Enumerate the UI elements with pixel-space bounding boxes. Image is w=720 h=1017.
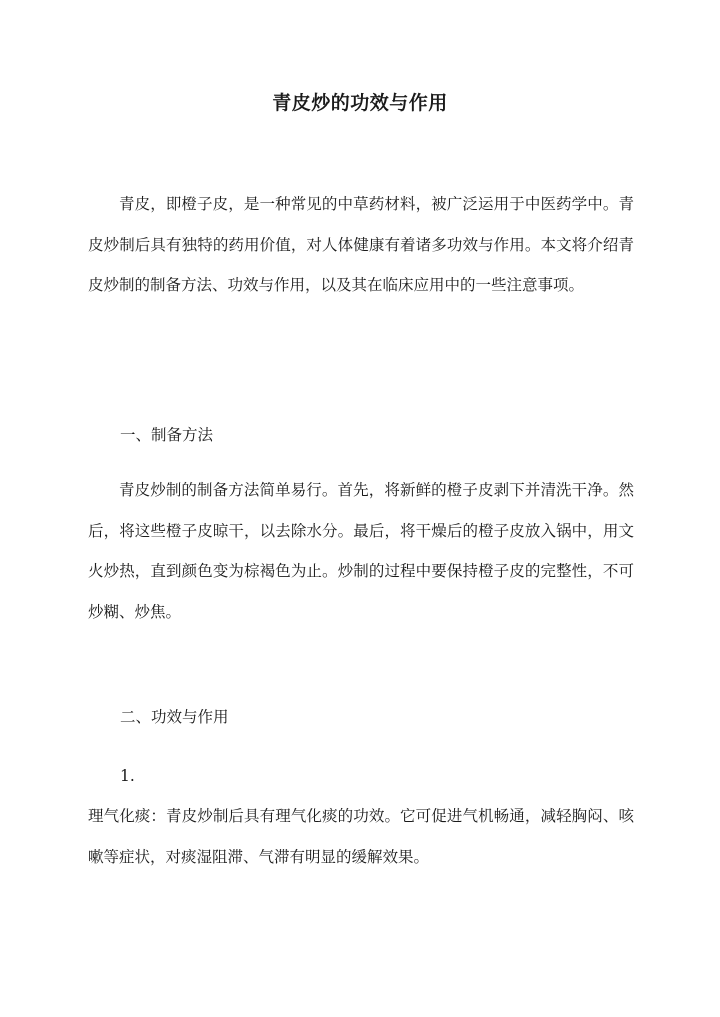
section-heading-preparation: 一、制备方法	[120, 426, 214, 444]
document-title: 青皮炒的功效与作用	[272, 92, 448, 114]
section-heading-effects: 二、功效与作用	[120, 708, 229, 726]
preparation-paragraph: 青皮炒制的制备方法简单易行。首先，将新鲜的橙子皮剥下并清洗干净。然后，将这些橙子皮晾干，以去除水分。最后，将干燥后的橙子皮放入锅中，用文火炒热，直到颜色变为棕褐色为止。炒制的过程中要保持橙子皮的完整性，不可炒糊、炒焦。	[88, 481, 634, 621]
list-item-number: 1.	[120, 767, 135, 785]
effect-item-paragraph: 理气化痰：青皮炒制后具有理气化痰的功效。它可促进气机畅通，减轻胸闷、咳嗽等症状，对痰湿阻滞、气滞有明显的缓解效果。	[88, 807, 634, 866]
intro-paragraph: 青皮，即橙子皮，是一种常见的中草药材料，被广泛运用于中医药学中。青皮炒制后具有独特的药用价值，对人体健康有着诸多功效与作用。本文将介绍青皮炒制的制备方法、功效与作用，以及其在临床应用中的一些注意事项。	[88, 195, 634, 294]
